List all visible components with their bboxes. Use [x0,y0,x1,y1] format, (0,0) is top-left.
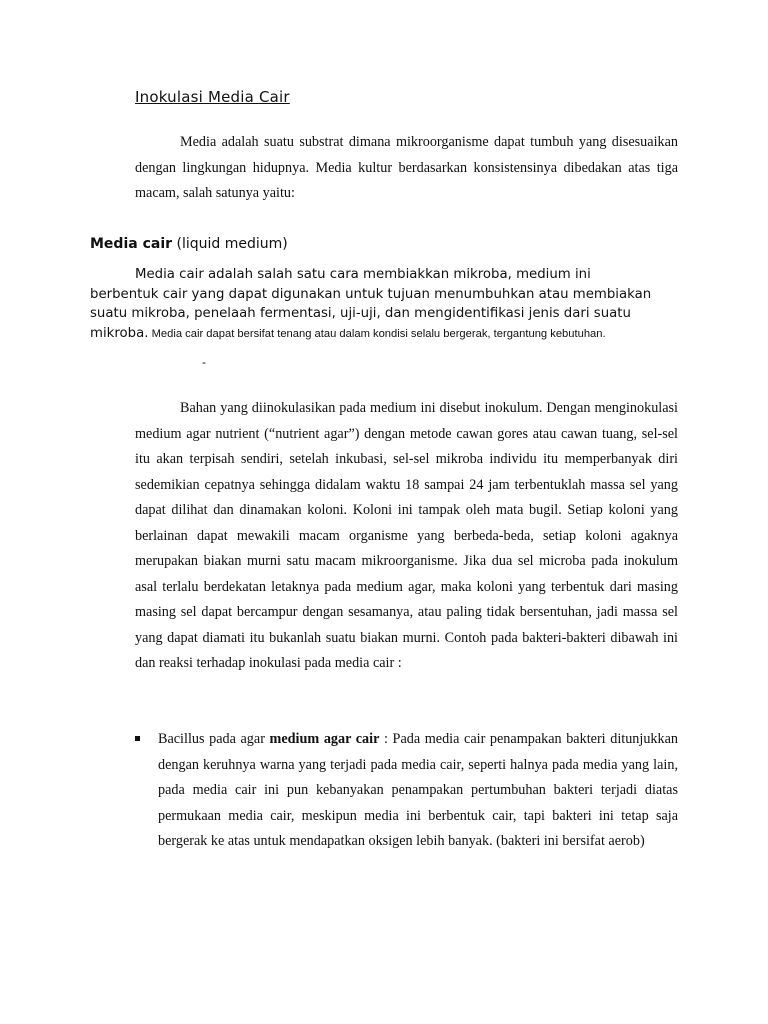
section-heading [90,236,288,252]
bullet-rest: : Pada media cair penampakan bakteri ditunjukkan dengan keruhnya warna yang terjadi pada media cair, seperti halnya pada media yang lain, pada media cair ini pun kebanyakan penampakan pertumbuhan bakteri terjadi diatas permukaan media cair, meskipun media ini berbentuk cair, tapi bakteri ini tetap saja bergerak ke atas untuk mendapatkan oksigen lebih banyak. (bakteri ini bersifat aerob) [158,731,678,849]
media-cair-line1: Media cair adalah salah satu cara membiakkan mikroba, medium ini [135,267,591,282]
list-item-text [158,727,678,855]
body-paragraph: Bahan yang diinokulasikan pada medium ini disebut inokulum. Dengan menginokulasi medium agar nutrient (“nutrient agar”) dengan metode cawan gores atau cawan tuang, sel-sel itu akan terpisah sendiri, setelah inkubasi, sel-sel mikroba individu itu memperbanyak diri sedemikian cepatnya sehingga didalam waktu 18 sampai 24 jam terbentuklah massa sel yang dapat dilihat dan dinamakan koloni. Koloni ini tampak oleh mata bugil. Setiap koloni yang berlainan dapat mewakili macam organisme yang berbeda-beda, setiap koloni agaknya merupakan biakan murni satu macam mikroorganisme. Jika dua sel microba pada inokulum asal terlalu berdekatan letaknya pada medium agar, maka koloni yang terbentuk dari masing masing sel dapat bercampur dengan sesamanya, atau paling tidak bersentuhan, jadi massa sel yang dapat diamati itu bukanlah suatu biakan murni. Contoh pada bakteri-bakteri dibawah ini dan reaksi terhadap inokulasi pada media cair : [135,400,678,671]
square-bullet-icon [135,736,140,741]
section-heading-rest: (liquid medium) [172,236,288,252]
media-cair-paragraph [90,265,680,344]
bullet-bold: medium agar cair [269,731,380,747]
section-heading-bold: Media cair [90,236,173,252]
dash-mark: - [202,355,206,369]
media-cair-body [90,285,680,345]
intro-paragraph: Media adalah suatu substrat dimana mikroorganisme dapat tumbuh yang disesuaikan dengan lingkungan hidupnya. Media kultur berdasarkan konsistensinya dibedakan atas tiga macam, salah satunya yaitu: [135,134,678,201]
media-cair-small-text: Media cair dapat bersifat tenang atau dalam kondisi selalu bergerak, tergantung kebutuhan. [148,327,606,340]
media-cair-line2: berbentuk cair yang dapat digunakan untuk tujuan menumbuhkan atau membiakan suatu mikroba, penelaah fermentasi, uji-uji, dan mengidentifikasi jenis dari suatu mikroba. [90,286,652,341]
bullet-lead: Bacillus pada agar [158,731,270,747]
document-title: Inokulasi Media Cair [135,88,290,106]
